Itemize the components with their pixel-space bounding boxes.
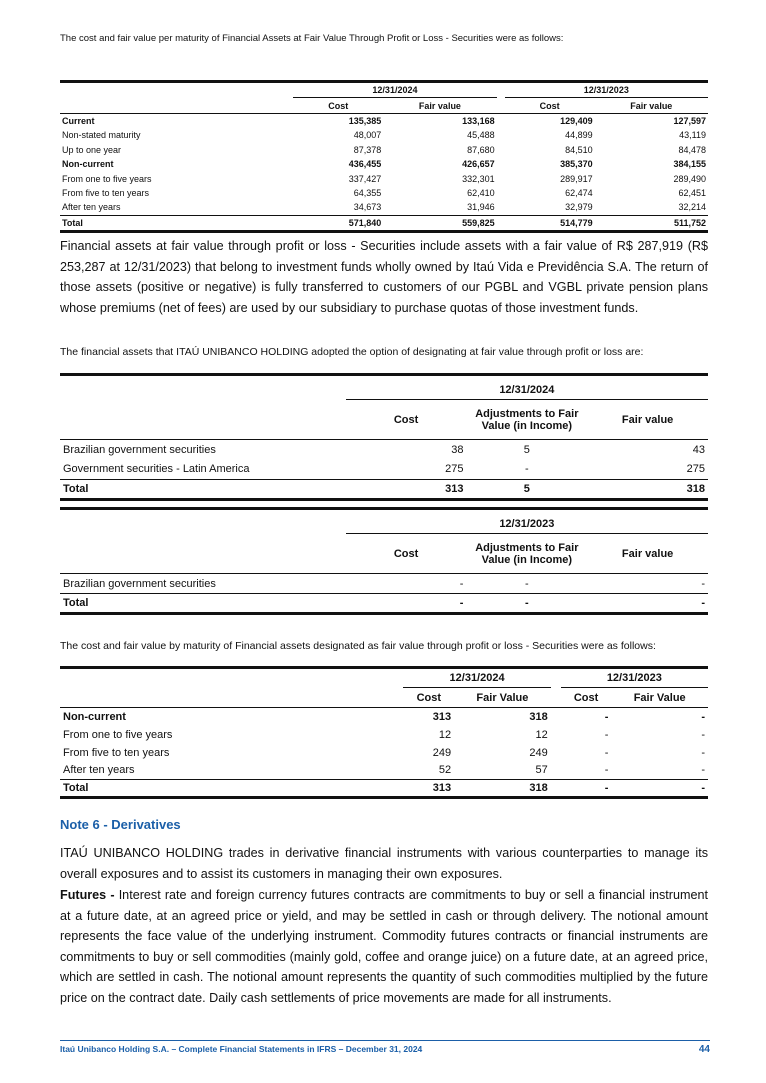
- table-row: [60, 744, 708, 762]
- paragraph-investment-funds: Financial assets at fair value through profit or loss - Securities include assets with a fair value of R$ 287,919 (R$ 253,287 at 12/31/2023) that belong to investment funds wholly owned by Itaú Vida e Previdência S.A. The return of those assets (positive or negative) is fully transferred to customers of our PGBL and VGBL private pension plans whose premiums (net of fees) are used by our subsidiary to purchase quotas of those investment funds.: [60, 239, 708, 315]
- cell-value: 5: [523, 483, 530, 495]
- column-header: Fair value: [418, 100, 461, 111]
- table-row: [60, 440, 708, 460]
- table-row: [60, 726, 708, 744]
- cell-value: 275: [445, 463, 464, 476]
- cell-value: 571,840: [348, 217, 382, 228]
- cell-value: 12: [438, 728, 452, 741]
- cell-value: -: [701, 782, 705, 794]
- row-label: Non-current: [62, 159, 114, 170]
- row-label: Current: [62, 115, 95, 126]
- column-header: Cost: [393, 413, 419, 426]
- cell-value: -: [604, 728, 609, 741]
- row-label: Non-current: [63, 710, 126, 723]
- cell-value: -: [701, 710, 705, 723]
- table-maturity-designated: [60, 666, 708, 799]
- row-label: From one to five years: [63, 728, 173, 741]
- table-row: [60, 157, 708, 171]
- cell-value: 62,451: [678, 187, 706, 198]
- column-header: Cost: [416, 691, 442, 704]
- intro-text-2: The financial assets that ITAÚ UNIBANCO HOLDING adopted the option of designating at fair value through profit or loss are:: [60, 346, 644, 358]
- intro-text-1: The cost and fair value per maturity of Financial Assets at Fair Value Through Profit or Loss - Securities were as follows:: [60, 33, 564, 44]
- table-row: [60, 594, 708, 614]
- cell-value: 275: [686, 463, 705, 476]
- table-row: [60, 460, 708, 480]
- cell-value: 62,410: [467, 187, 495, 198]
- table-designated-2024: [60, 373, 708, 501]
- cell-value: 12: [535, 728, 548, 741]
- cell-value: 45,488: [467, 130, 495, 141]
- cell-value: -: [701, 577, 705, 590]
- table-row: [60, 708, 708, 726]
- row-label: Non-stated maturity: [62, 130, 141, 141]
- cell-value: -: [701, 728, 705, 741]
- cell-value: -: [701, 764, 705, 777]
- note-title: [60, 817, 708, 832]
- cell-value: 436,455: [348, 159, 382, 170]
- cell-value: 38: [451, 443, 464, 456]
- cell-value: 43,119: [679, 130, 706, 141]
- cell-value: 313: [432, 710, 452, 723]
- period-header: 12/31/2023: [505, 82, 708, 98]
- cell-value: 332,301: [462, 173, 495, 184]
- row-label: Government securities - Latin America: [63, 463, 250, 476]
- cell-value: 337,427: [348, 173, 382, 184]
- row-label: Total: [63, 483, 89, 495]
- row-label: Up to one year: [62, 144, 122, 155]
- period-header: 12/31/2024: [346, 375, 708, 400]
- table-row: [60, 113, 708, 128]
- cell-value: 385,370: [560, 159, 593, 170]
- table-maturity-fvtpl: [60, 80, 708, 233]
- cell-value: -: [604, 764, 609, 777]
- paragraph-futures: [60, 885, 708, 1008]
- cell-value: -: [701, 746, 705, 759]
- table-row: [60, 171, 708, 185]
- page-footer: [60, 1040, 710, 1054]
- table-row: [60, 128, 708, 142]
- row-label: After ten years: [63, 764, 135, 777]
- cell-value: 384,155: [673, 159, 706, 170]
- column-header: Cost: [539, 100, 560, 111]
- footer-text: Itaú Unibanco Holding S.A. – Complete Financial Statements in IFRS – December 31, 2024: [60, 1044, 423, 1054]
- period-header: 12/31/2023: [561, 668, 708, 688]
- intro-text-3: The cost and fair value by maturity of Financial assets designated as fair value through profit or loss - Securities were as follows:: [60, 640, 656, 652]
- cell-value: 129,409: [560, 115, 593, 126]
- cell-value: 87,378: [353, 144, 382, 155]
- cell-value: 64,355: [353, 187, 382, 198]
- cell-value: 289,490: [673, 173, 706, 184]
- cell-value: 318: [529, 782, 548, 794]
- row-label: Total: [62, 217, 83, 228]
- row-label: After ten years: [62, 202, 121, 213]
- cell-value: 249: [529, 746, 548, 759]
- cell-value: 84,478: [678, 144, 706, 155]
- column-header: Fair Value: [476, 691, 529, 704]
- column-header: Fair value: [630, 100, 673, 111]
- note-6-heading: Note 6 - Derivatives: [60, 817, 181, 832]
- cell-value: 318: [529, 710, 548, 723]
- column-header: Cost: [328, 100, 349, 111]
- table-row: [60, 200, 708, 215]
- row-label: Total: [63, 597, 89, 609]
- cell-value: -: [459, 577, 464, 590]
- cell-value: 313: [432, 782, 452, 794]
- table-row: [60, 574, 708, 594]
- cell-value: 31,946: [467, 202, 495, 213]
- cell-value: -: [525, 597, 529, 609]
- column-header: Adjustments to Fair Value (in Income): [475, 407, 579, 432]
- cell-value: 135,385: [348, 115, 382, 126]
- cell-value: 559,825: [462, 217, 495, 228]
- cell-value: 511,752: [673, 217, 706, 228]
- cell-value: 48,007: [353, 130, 382, 141]
- cell-value: 289,917: [560, 173, 593, 184]
- cell-value: 43: [692, 443, 705, 456]
- row-label: Brazilian government securities: [63, 443, 216, 456]
- column-header: Adjustments to Fair Value (in Income): [475, 541, 579, 566]
- cell-value: 318: [686, 483, 705, 495]
- cell-value: 514,779: [560, 217, 593, 228]
- column-header: Fair Value: [633, 691, 686, 704]
- cell-value: 32,979: [565, 202, 593, 213]
- cell-value: 87,680: [467, 144, 495, 155]
- row-label: From five to ten years: [62, 187, 150, 198]
- cell-value: 133,168: [462, 115, 495, 126]
- cell-value: 52: [438, 764, 452, 777]
- period-header: 12/31/2023: [346, 509, 708, 534]
- cell-value: 5: [523, 443, 530, 456]
- cell-value: 34,673: [353, 202, 382, 213]
- table-row: [60, 762, 708, 780]
- cell-value: -: [701, 597, 705, 609]
- cell-value: -: [525, 463, 529, 476]
- period-header: 12/31/2024: [403, 668, 550, 688]
- table-row: [60, 186, 708, 200]
- column-header: Cost: [393, 547, 419, 560]
- row-label: Total: [63, 782, 89, 794]
- cell-value: -: [459, 597, 464, 609]
- cell-value: 84,510: [565, 144, 593, 155]
- row-label: From one to five years: [62, 173, 152, 184]
- table-row: [60, 215, 708, 231]
- table-row: [60, 480, 708, 500]
- row-label: From five to ten years: [63, 746, 170, 759]
- cell-value: 62,474: [565, 187, 593, 198]
- cell-value: 32,214: [678, 202, 706, 213]
- column-header: Fair value: [621, 547, 674, 560]
- period-header: 12/31/2024: [293, 82, 496, 98]
- page-number: 44: [698, 1044, 710, 1055]
- cell-value: -: [604, 782, 609, 794]
- table-designated-2023: [60, 507, 708, 615]
- cell-value: -: [604, 746, 609, 759]
- cell-value: 44,899: [565, 130, 593, 141]
- cell-value: 57: [535, 764, 548, 777]
- cell-value: -: [525, 577, 529, 590]
- column-header: Cost: [573, 691, 599, 704]
- table-row: [60, 780, 708, 798]
- cell-value: 426,657: [462, 159, 495, 170]
- paragraph-derivatives: ITAÚ UNIBANCO HOLDING trades in derivative financial instruments with various counterparties to manage its overall exposures and to assist its customers in managing their own exposures.: [60, 846, 708, 881]
- cell-value: 249: [432, 746, 452, 759]
- cell-value: 127,597: [673, 115, 706, 126]
- cell-value: 313: [445, 483, 464, 495]
- cell-value: -: [604, 710, 609, 723]
- futures-lead: Futures -: [60, 888, 119, 902]
- column-header: Fair value: [621, 413, 674, 426]
- row-label: Brazilian government securities: [63, 577, 216, 590]
- table-row: [60, 143, 708, 157]
- futures-text: Interest rate and foreign currency futures contracts are commitments to buy or sell a financial instrument at a future date, at an agreed price or yield, and may be settled in cash or through delivery. The notional amount represents the face value of the underlying instrument. Commodity futures contracts or financial instruments are commitments to buy or sell commodities (mainly gold, coffee and orange juice) on a future date, at an agreed price, which are settled in cash. The notional amount represents the quantity of such commodities multiplied by the future price on the contract date. Daily cash settlements of price movements are made for all instruments.: [60, 888, 709, 1005]
